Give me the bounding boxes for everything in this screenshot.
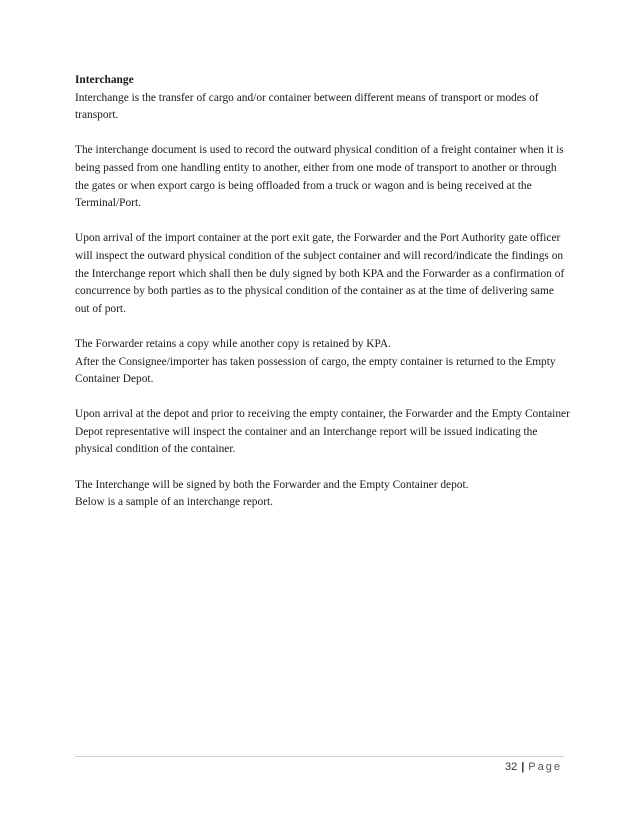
section-heading: Interchange [75,74,134,86]
paragraph-definition: Interchange is the transfer of cargo and/or container between different means of transport or modes of transport. [75,91,539,122]
paragraph-import-inspection: Upon arrival of the import container at the port exit gate, the Forwarder and the Port Authority gate officer will inspect the outward physical condition of the subject container and will record/indicate the findings on the Interchange report which shall then be duly signed by both KPA and the Forwarder as a confirmation of concurrence by both parties as to the physical condition of the container as at the time of delivering same out of port. [75,232,565,315]
footer-separator: | [521,761,525,773]
paragraph-copies: The Forwarder retains a copy while another copy is retained by KPA. [75,337,391,350]
footer-divider [75,756,564,757]
page-body [75,72,570,529]
paragraph-sample-intro: Below is a sample of an interchange report. [75,496,274,509]
paragraph-depot-inspection: Upon arrival at the depot and prior to receiving the empty container, the Forwarder and the Empty Container Depot representative will inspect the container and an Interchange report will be issued indicating the physical condition of the container. [75,408,570,456]
page-label: Page [528,761,562,773]
page-footer [505,761,562,773]
page-number: 32 [504,761,518,773]
paragraph-signing: The Interchange will be signed by both the Forwarder and the Empty Container depot. [75,478,469,491]
paragraph-empty-return: After the Consignee/importer has taken possession of cargo, the empty container is returned to the Empty Container Depot. [75,355,556,386]
paragraph-document-purpose: The interchange document is used to record the outward physical condition of a freight container when it is being passed from one handling entity to another, either from one mode of transport to another or through the gates or when export cargo is being offloaded from a truck or wagon and is being received at the Terminal/Port. [75,144,564,210]
